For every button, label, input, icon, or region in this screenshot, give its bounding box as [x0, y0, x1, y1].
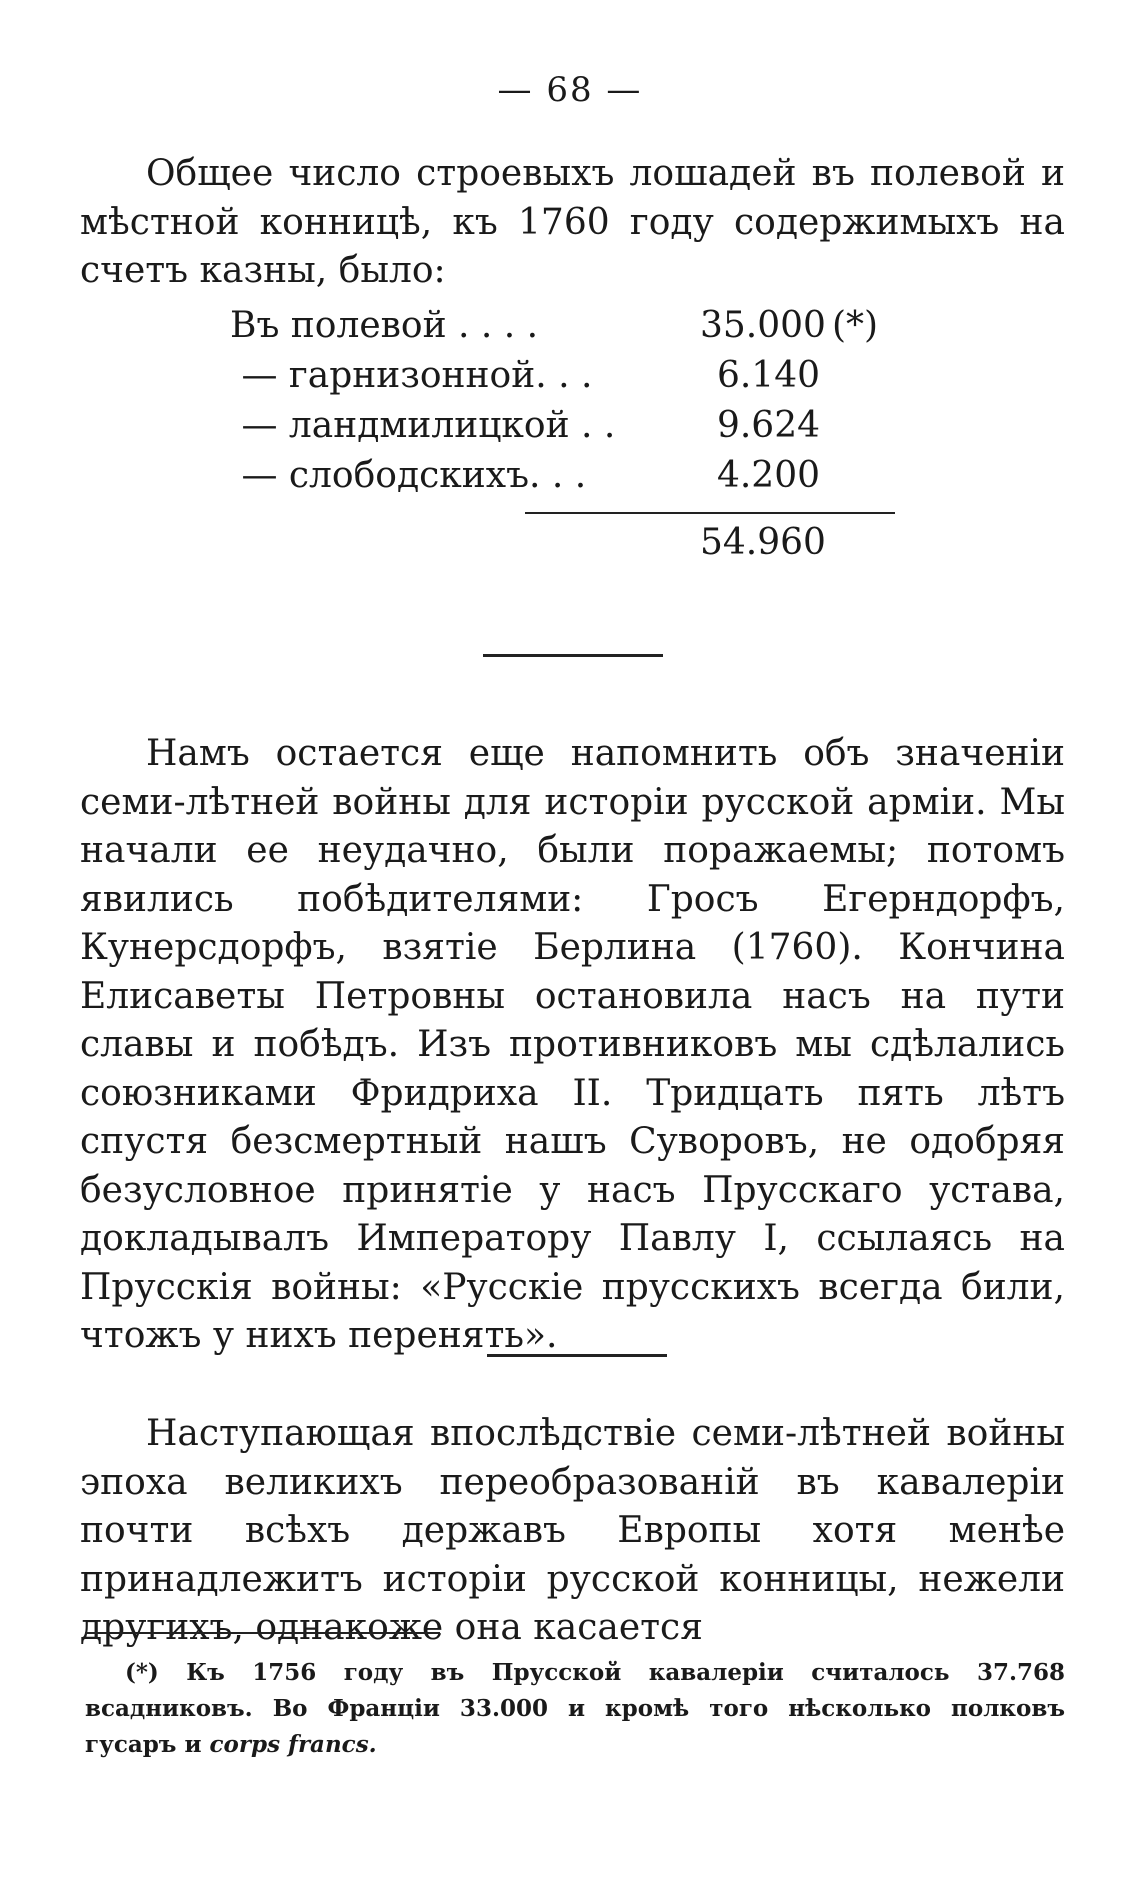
- row-value: 35.000: [700, 305, 826, 346]
- row-label: Въ полевой . . . .: [230, 305, 539, 346]
- footnote-text: (*) Къ 1756 году въ Прусской кавалеріи считалось 37.768 всадниковъ. Во Франціи 33.000 и кромѣ того нѣсколько полковъ гусаръ и: [85, 1659, 1065, 1758]
- section-divider: [487, 1354, 667, 1357]
- row-value: 6.140: [716, 355, 820, 396]
- table-total: 54.960: [700, 522, 826, 563]
- table-row: [230, 455, 910, 505]
- paragraph-reforms: Наступающая впослѣдствіе семи-лѣтней войны эпоха великихъ переобразованій въ кавалеріи почти всѣхъ державъ Европы хотя менѣе принадлежитъ исторіи русской конницы, нежели другихъ, однакоже она касается: [80, 1413, 1065, 1648]
- row-label: — слободскихъ. . .: [230, 455, 587, 496]
- sum-divider: [525, 512, 895, 514]
- page-number: — 68 —: [497, 70, 643, 110]
- footnote-italic-tail: corps francs.: [209, 1731, 377, 1758]
- table-row: [230, 355, 910, 405]
- footnote-marker: (*): [832, 305, 879, 346]
- row-label: — ландмилицкой . .: [230, 405, 616, 446]
- intro-paragraph: Общее число строевыхъ лошадей въ полевой и мѣстной конницѣ, къ 1760 году содержимыхъ на счетъ казны, было:: [80, 153, 1065, 291]
- footnote-divider: [85, 1632, 440, 1634]
- row-value: 4.200: [716, 455, 820, 496]
- section-divider: [483, 654, 663, 657]
- row-value: 9.624: [716, 405, 820, 446]
- paragraph-seven-years-war: Намъ остается еще напомнить объ значеніи семи-лѣтней войны для исторіи русской арміи. Мы начали ее неудачно, были поражаемы; потомъ явились побѣдителями: Гросъ Егерндорфъ, Кунерсдорфъ, взятіе Берлина (1760). Кончина Елисаветы Петровны остановила насъ на пути славы и побѣдъ. Изъ противниковъ мы сдѣлались союзниками Фридриха II. Тридцать пять лѣтъ спустя безсмертный нашъ Суворовъ, не одобряя безусловное принятіе у насъ Прусскаго устава, докладывалъ Императору Павлу I, ссылаясь на Прусскія войны: «Русскіе прусскихъ всегда били, чтожъ у нихъ перенять».: [80, 733, 1065, 1356]
- table-row: [230, 405, 910, 455]
- table-row: [230, 305, 910, 355]
- row-label: — гарнизонной. . .: [230, 355, 593, 396]
- footnote: [85, 1655, 1065, 1763]
